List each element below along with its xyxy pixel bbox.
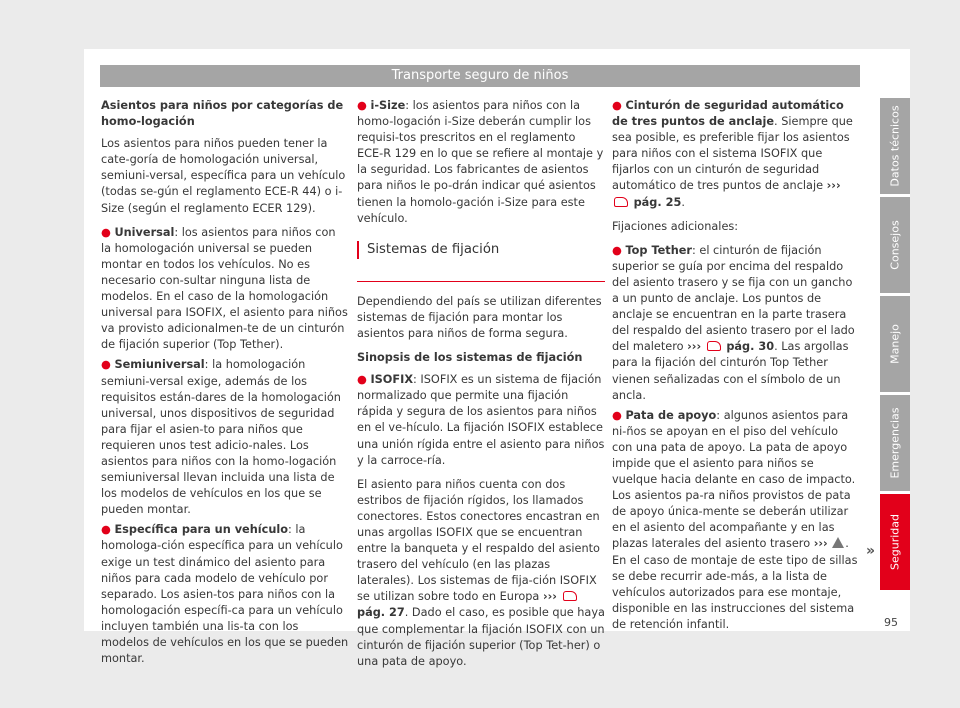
bullet-icon: ●	[357, 99, 367, 112]
bullet-icon: ●	[612, 408, 622, 422]
warning-icon[interactable]	[832, 537, 844, 548]
bullet-top-tether: ● Top Tether: el cinturón de fijación superior se guía por encima del respaldo del asiento trasero y se fija con un gancho a un punto de anclaje. Los puntos de anclaje se encuentran en la parte trasera del respaldo del asiento trasero por el lado del maletero ››› pág. 30. Las argollas para la fijación del cinturón Top Tether vienen señalizadas con el símbolo de un ancla.	[612, 243, 855, 402]
section-divider	[357, 273, 605, 282]
car-icon	[707, 341, 721, 351]
section-title: Sistemas de fijación	[357, 241, 605, 259]
page-reference-link[interactable]: pág. 25	[633, 195, 682, 209]
page-reference-link[interactable]: pág. 30	[726, 340, 775, 354]
tab-manejo[interactable]: Manejo	[880, 296, 910, 392]
page-number: 95	[884, 616, 898, 629]
bullet-especifica: ● Específica para un vehículo: la homologa-ción específica para un vehículo exige un test dinámico del asiento para niños para cada modelo de vehículo por separado. Los asien-tos para niños con la homologación específi-ca para un vehículo incluyen también una lis-ta con los modelos de vehículos en los que se pueden montar.	[101, 523, 349, 666]
paragraph: El asiento para niños cuenta con dos estribos de fijación rígidos, los llamados conectores. Estos conectores encastran en unas argollas ISOFIX que se encuentran entre la banqueta y el respaldo del asiento trasero del vehículo (en las plazas laterales). Los sistemas de fija-ción ISOFIX se utilizan sobre todo en Europa ››› pág. 27. Dado el caso, es posible que haya que complementar la fijación ISOFIX con un cinturón de fijación superior (Top Tet-her) o una pata de apoyo.	[357, 477, 605, 668]
tab-datos-tecnicos[interactable]: Datos técnicos	[880, 98, 910, 194]
tab-consejos[interactable]: Consejos	[880, 197, 910, 293]
bullet-icon: ●	[612, 243, 622, 257]
subheading: Asientos para niños por categorías de homo-logación	[101, 99, 344, 129]
paragraph: Fijaciones adicionales:	[612, 219, 739, 233]
bullet-icon: ●	[101, 358, 111, 372]
bullet-cinturon: ● Cinturón de seguridad automático de tres puntos de anclaje. Siempre que sea posible, es preferible fijar los asientos para niños con el sistema ISOFIX que fijarlos con un cinturón de seguridad automático de tres puntos de anclaje ››› pág. 25.	[612, 99, 853, 209]
reference-arrow: ›››	[826, 179, 841, 193]
reference-arrow: ›››	[813, 537, 828, 551]
subheading: Sinopsis de los sistemas de fijación	[357, 351, 583, 365]
bullet-icon: ●	[101, 225, 111, 239]
bullet-universal: ● Universal: los asientos para niños con la homologación universal se pueden montar en todos los vehículos. No es necesario con-sultar ninguna lista de modelos. En el caso de la homologación universal para ISOFIX, el asiento para niños va provisto adicionalmen-te de un cinturón de fijación superior (Top Tether).	[101, 225, 348, 352]
bullet-isize: ● i-Size: los asientos para niños con la homo-logación i-Size deberán cumplir los requisi-tos prescritos en el reglamento ECE-R 129 en lo que se refiere al montaje y la seguridad. Los fabricantes de asientos para niños le po-drán indicar qué asientos tienen la homolo-gación i-Size para este vehículo.	[357, 99, 604, 225]
car-icon	[563, 591, 577, 601]
bullet-isofix: ● ISOFIX: ISOFIX es un sistema de fijación normalizado que permite una fijación rápida y segura de los asientos para niños en el ve-hículo. La fijación ISOFIX establece una unión rígida entre el asiento para niños y la carroce-ría.	[357, 373, 605, 467]
paragraph: Dependiendo del país se utilizan diferentes sistemas de fijación para montar los asientos para niños de forma segura.	[357, 294, 602, 340]
reference-arrow: ›››	[542, 590, 557, 604]
bullet-icon: ●	[101, 523, 111, 537]
column-3	[612, 98, 860, 637]
column-2	[357, 98, 605, 678]
car-icon	[614, 197, 628, 207]
continued-icon: »	[866, 543, 876, 559]
paragraph: Los asientos para niños pueden tener la cate-goría de homologación universal, semiuni-versal, específica para un vehículo (todas se-gún el reglamento ECE-R 44) o i-Size (según el reglamento ECER 129).	[101, 137, 346, 215]
page-reference-link[interactable]: pág. 27	[357, 606, 405, 620]
reference-arrow: ›››	[687, 340, 702, 354]
bullet-icon: ●	[357, 373, 367, 387]
tab-emergencias[interactable]: Emergencias	[880, 395, 910, 491]
bullet-icon: ●	[612, 99, 622, 112]
bullet-semiuniversal: ● Semiuniversal: la homologación semiuni-versal exige, además de los requisitos están-dares de la homologación universal, unos dispositivos de seguridad para fijar el asien-to para niños que requieren unos test adicio-nales. Los asientos para niños con la homo-logación semiuniversal llevan incluida una lista de los modelos de vehículos en los que se pueden montar.	[101, 358, 341, 517]
column-1	[101, 98, 349, 671]
tab-seguridad[interactable]: Seguridad	[880, 494, 910, 590]
bullet-pata-de-apoyo: ● Pata de apoyo: algunos asientos para ni-ños se apoyan en el piso del vehículo con una pata de apoyo. La pata de apoyo impide que el asiento para niños se vuelque hacia delante en caso de impacto. Los asientos pa-ra niños provistos de pata de apoyo única-mente se deberán utilizar en el asiento del acompañante y en las plazas laterales del asiento trasero ››› . En el caso de montaje de este tipo de sillas se debe recurrir ade-más, a la lista de vehículos autorizados para ese montaje, disponible en las instrucciones del sistema de retención infantil.	[612, 408, 858, 631]
chapter-sidebar	[880, 98, 910, 593]
section-header: Transporte seguro de niños	[100, 65, 860, 87]
